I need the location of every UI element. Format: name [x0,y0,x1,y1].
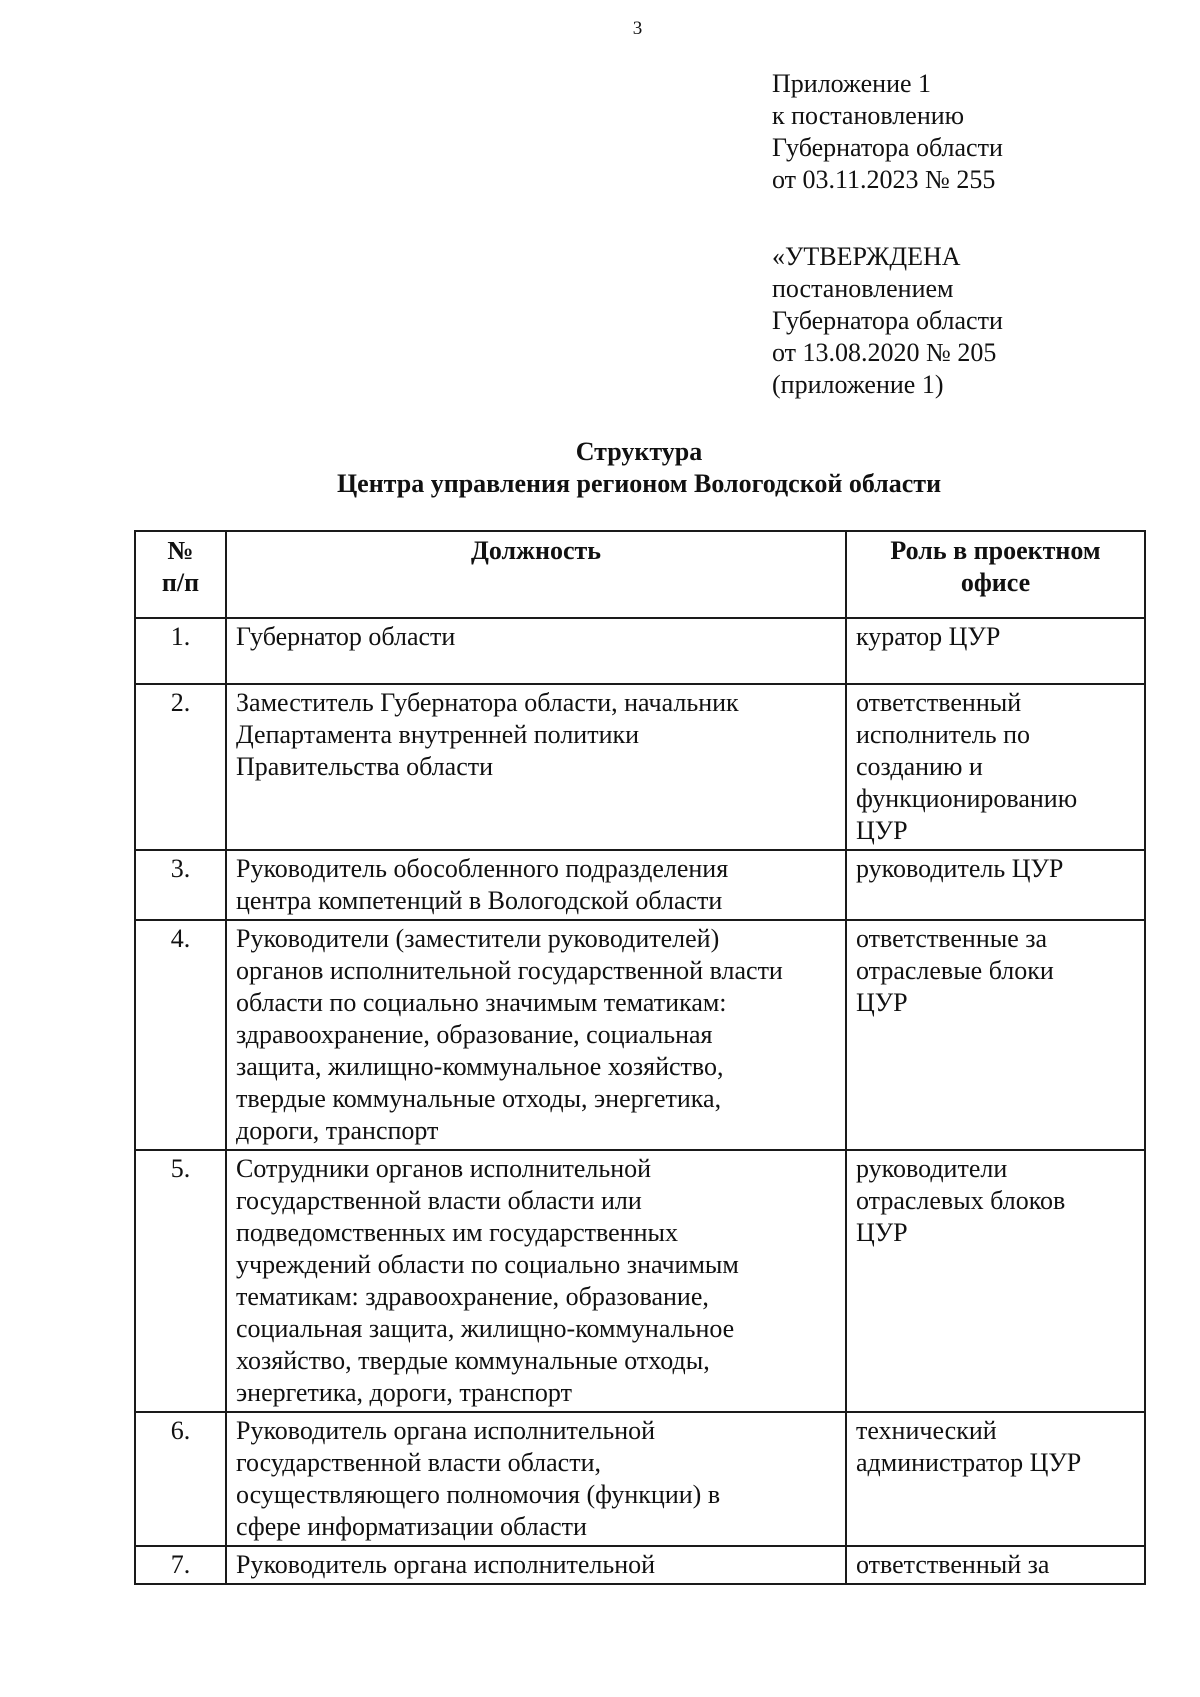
position-line: Заместитель Губернатора области, начальник [236,688,739,717]
approval-line: (приложение 1) [772,370,944,399]
table-row [135,920,1145,1150]
position-line: твердые коммунальные отходы, энергетика, [236,1084,722,1113]
table-row [135,618,1145,684]
position-line: Правительства области [236,752,494,781]
role-cell [846,684,1145,850]
position-line: государственной власти области или [236,1186,642,1215]
header-position-text: Должность [470,536,602,565]
role-cell [846,618,1145,684]
position-line: сфере информатизации области [236,1512,587,1541]
appendix-block [772,68,1003,196]
position-cell [226,920,846,1150]
approval-line: постановлением [772,274,954,303]
position-line: государственной власти области, [236,1448,601,1477]
role-line: ЦУР [856,816,908,845]
header-number-line: п/п [161,568,200,597]
position-line: Руководители (заместители руководителей) [236,924,720,953]
table-row [135,1150,1145,1412]
role-cell [846,1150,1145,1412]
role-line: технический [856,1416,997,1445]
position-line: центра компетенций в Вологодской области [236,886,723,915]
title-line-1: Структура [575,437,703,466]
role-line: функционированию [856,784,1078,813]
table-row [135,850,1145,920]
position-cell [226,850,846,920]
position-line: Руководитель органа исполнительной [236,1416,656,1445]
approval-line: «УТВЕРЖДЕНА [772,242,961,271]
role-line: руководители [856,1154,1008,1183]
title-line-2: Центра управления регионом Вологодской области [336,469,942,498]
role-line: ответственный [856,688,1022,717]
position-line: здравоохранение, образование, социальная [236,1020,713,1049]
header-role [846,531,1145,618]
structure-table [134,530,1146,1585]
header-number-line: № [167,536,194,565]
role-cell [846,920,1145,1150]
position-cell [226,618,846,684]
position-cell [226,684,846,850]
position-line: энергетика, дороги, транспорт [236,1378,572,1407]
position-line: учреждений области по социально значимым [236,1250,739,1279]
role-cell [846,1546,1145,1584]
position-line: хозяйство, твердые коммунальные отходы, [236,1346,710,1375]
row-number: 3. [135,850,226,920]
row-number: 7. [135,1546,226,1584]
position-cell [226,1412,846,1546]
table-header-row [135,531,1145,618]
position-line: подведомственных им государственных [236,1218,678,1247]
table-row [135,1546,1145,1584]
position-line: дороги, транспорт [236,1116,439,1145]
row-number: 1. [135,618,226,684]
role-line: созданию и [856,752,983,781]
row-number: 5. [135,1150,226,1412]
appendix-line: Приложение 1 [772,69,932,98]
position-line: Департамента внутренней политики [236,720,640,749]
position-line: осуществляющего полномочия (функции) в [236,1480,721,1509]
header-role-line: Роль в проектном [890,536,1101,565]
position-line: Руководитель обособленного подразделения [236,854,729,883]
header-position [226,531,846,618]
role-line: ЦУР [856,1218,908,1247]
page-number: 3 [632,18,643,39]
header-role-line: офисе [960,568,1031,597]
row-number: 4. [135,920,226,1150]
header-number [135,531,226,618]
approval-block [772,241,1003,401]
role-line: ответственные за [856,924,1048,953]
position-cell [226,1546,846,1584]
table-row [135,1412,1145,1546]
position-line: социальная защита, жилищно-коммунальное [236,1314,735,1343]
position-line: Губернатор области [236,622,456,651]
role-line: куратор ЦУР [856,622,1001,651]
table-body [135,618,1145,1584]
row-number: 2. [135,684,226,850]
table-row [135,684,1145,850]
role-line: администратор ЦУР [856,1448,1082,1477]
role-line: ЦУР [856,988,908,1017]
approval-line: от 13.08.2020 № 205 [772,338,997,367]
role-line: руководитель ЦУР [856,854,1064,883]
position-line: органов исполнительной государственной власти [236,956,783,985]
role-line: исполнитель по [856,720,1030,749]
appendix-line: к постановлению [772,101,965,130]
approval-line: Губернатора области [772,306,1003,335]
position-line: защита, жилищно-коммунальное хозяйство, [236,1052,724,1081]
role-line: отраслевые блоки [856,956,1054,985]
position-line: Руководитель органа исполнительной [236,1550,656,1579]
appendix-line: Губернатора области [772,133,1003,162]
appendix-line: от 03.11.2023 № 255 [772,165,996,194]
role-cell [846,850,1145,920]
position-line: тематикам: здравоохранение, образование, [236,1282,709,1311]
role-cell [846,1412,1145,1546]
role-line: ответственный за [856,1550,1050,1579]
position-line: области по социально значимым тематикам: [236,988,727,1017]
position-cell [226,1150,846,1412]
position-line: Сотрудники органов исполнительной [236,1154,652,1183]
role-line: отраслевых блоков [856,1186,1066,1215]
row-number: 6. [135,1412,226,1546]
document-title [134,436,1144,500]
